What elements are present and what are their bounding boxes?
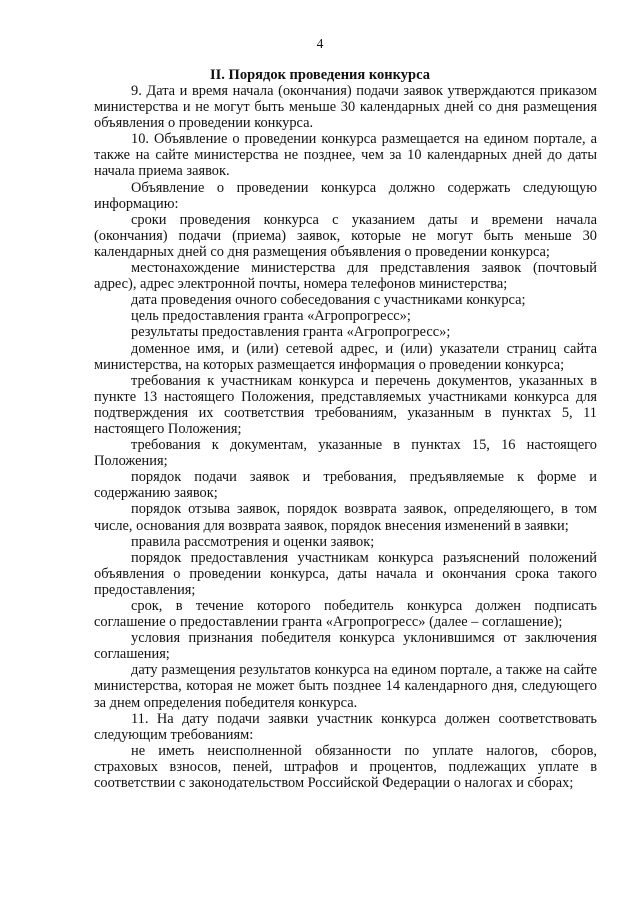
paragraph: Объявление о проведении конкурса должно содержать следующую информацию: — [94, 179, 597, 212]
paragraph: доменное имя, и (или) сетевой адрес, и (или) указатели страниц сайта министерства, на которых размещается информация о проведении конкурса; — [94, 340, 597, 373]
body-text — [94, 83, 597, 791]
page-number: 4 — [316, 36, 324, 51]
paragraph: 10. Объявление о проведении конкурса размещается на едином портале, а также на сайте министерства не позднее, чем за 10 календарных дней до даты начала приема заявок. — [94, 131, 597, 180]
paragraph: дата проведения очного собеседования с участниками конкурса; — [131, 292, 526, 309]
paragraph: порядок подачи заявок и требования, предъявляемые к форме и содержанию заявок; — [94, 469, 597, 502]
paragraph: требования к документам, указанные в пунктах 15, 16 настоящего Положения; — [94, 437, 597, 470]
paragraph: не иметь неисполненной обязанности по уплате налогов, сборов, страховых взносов, пеней, штрафов и процентов, подлежащих уплате в соответствии с законодательством Российской Федерации о налогах и сборах; — [94, 742, 597, 792]
paragraph: цель предоставления гранта «Агропрогресс»; — [131, 308, 411, 325]
paragraph: сроки проведения конкурса с указанием даты и времени начала (окончания) подачи (приема) заявок, которые не могут быть меньше 30 календарных дней со дня размещения объявления о проведении конкурса; — [94, 211, 597, 260]
paragraph: 9. Дата и время начала (окончания) подачи заявок утверждаются приказом министерства и не могут быть меньше 30 календарных дней со дня размещения объявления о проведении конкурса. — [94, 83, 597, 132]
paragraph: срок, в течение которого победитель конкурса должен подписать соглашение о предоставлении гранта «Агропрогресс» (далее – соглашение); — [94, 598, 597, 631]
paragraph: порядок предоставления участникам конкурса разъяснений положений объявления о проведении конкурса, даты начала и окончания срока такого предоставления; — [94, 549, 597, 598]
paragraph: 11. На дату подачи заявки участник конкурса должен соответствовать следующим требованиям: — [94, 710, 597, 743]
paragraph: требования к участникам конкурса и перечень документов, указанных в пункте 13 настоящего Положения, представляемых участниками конкурса для подтверждения их соответствия требованиям, указанным в пунктах 5, 11 настоящего Положения; — [94, 372, 597, 437]
section-title: II. Порядок проведения конкурса — [210, 67, 430, 83]
paragraph: порядок отзыва заявок, порядок возврата заявок, определяющего, в том числе, основания для возврата заявок, порядок внесения изменений в заявки; — [94, 501, 597, 534]
paragraph: местонахождение министерства для представления заявок (почтовый адрес), адрес электронной почты, номера телефонов министерства; — [94, 260, 597, 293]
paragraph: условия признания победителя конкурса уклонившимся от заключения соглашения; — [94, 630, 597, 663]
paragraph: правила рассмотрения и оценки заявок; — [131, 533, 375, 550]
paragraph: результаты предоставления гранта «Агропрогресс»; — [131, 324, 451, 341]
paragraph: дату размещения результатов конкурса на едином портале, а также на сайте министерства, которая не может быть позднее 14 календарного дня, следующего за днем определения победителя конкурса. — [94, 662, 597, 711]
